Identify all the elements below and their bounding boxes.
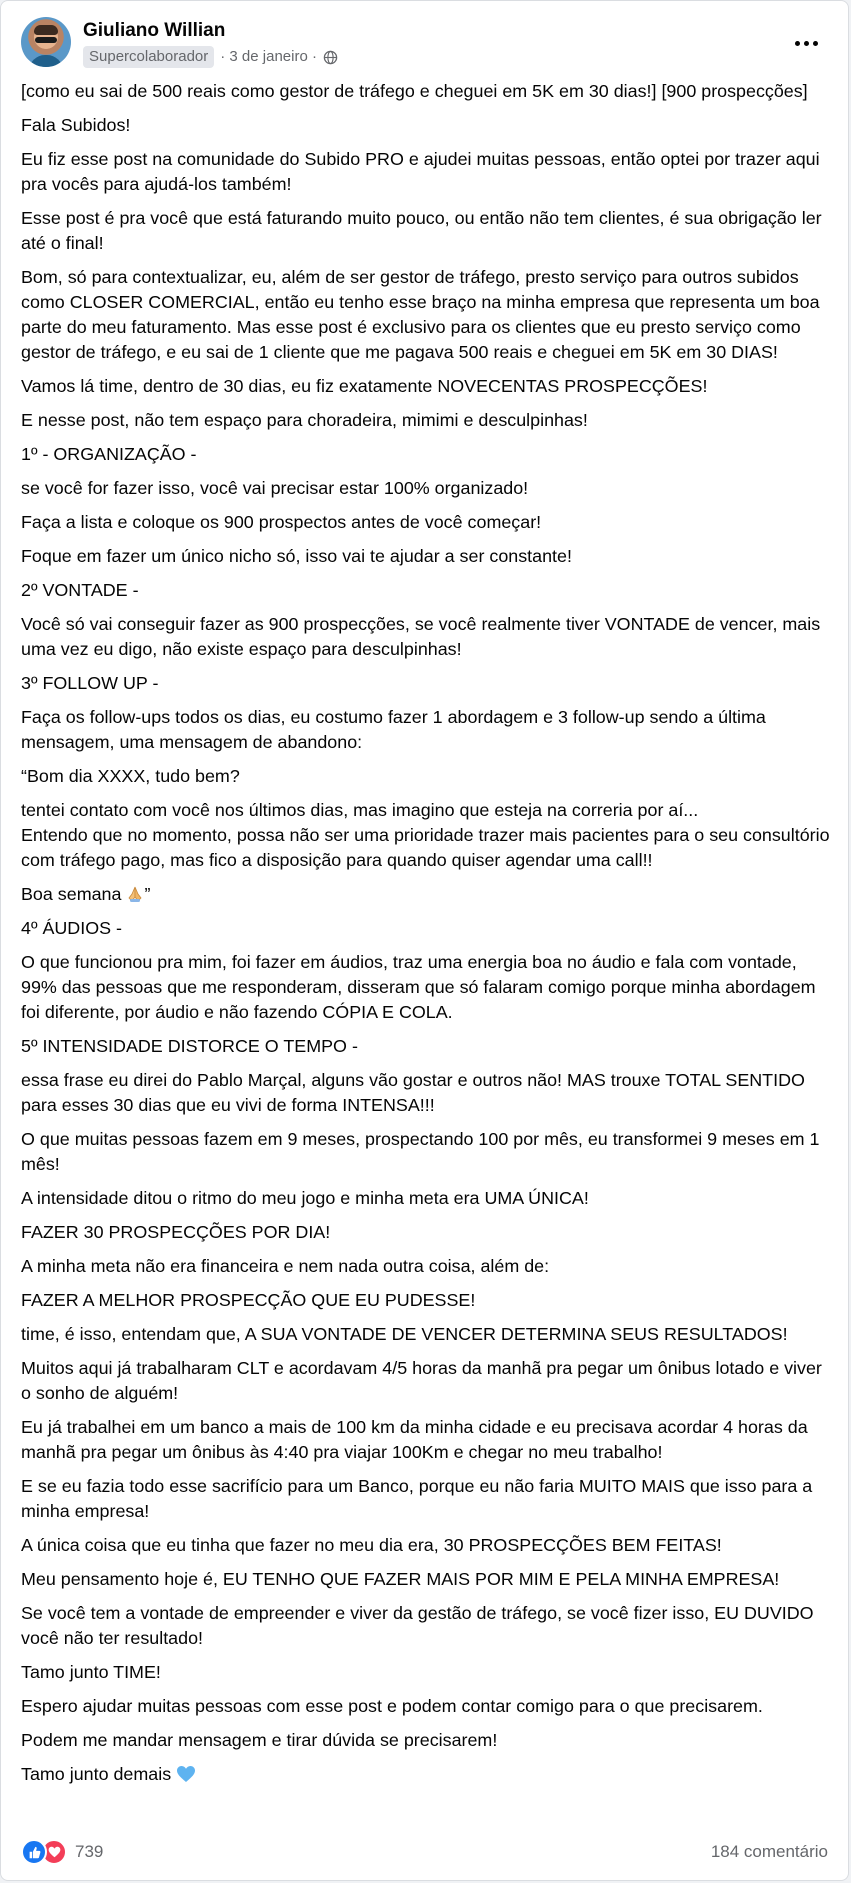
post-paragraph: essa frase eu direi do Pablo Marçal, alguns vão gostar e outros não! MAS trouxe TOTAL SENTIDO para esses 30 dias que eu vivi de forma INTENSA!!! xyxy=(21,1070,805,1115)
post-paragraph: 3º FOLLOW UP - xyxy=(21,673,159,693)
post-paragraph: Tamo junto TIME! xyxy=(21,1662,161,1682)
post-footer xyxy=(21,1837,828,1867)
post-paragraph: Esse post é pra você que está faturando muito pouco, ou então não tem clientes, é sua obrigação ler até o final! xyxy=(21,208,822,253)
avatar-shirt xyxy=(29,55,63,67)
reactions-summary[interactable] xyxy=(21,1837,103,1867)
post-date[interactable]: · 3 de janeiro · xyxy=(220,48,317,65)
avatar-glasses xyxy=(35,37,57,43)
post-paragraph: time, é isso, entendam que, A SUA VONTADE DE VENCER DETERMINA SEUS RESULTADOS! xyxy=(21,1324,788,1344)
post-paragraph: tentei contato com você nos últimos dias, mas imagino que esteja na correria por aí... Entendo que no momento, possa não ser uma prioridade trazer mais pacientes para o seu consultório com tráfego pago, mas fico a disposição para quando quiser agendar uma call!! xyxy=(21,800,830,870)
post-paragraphs-bottom xyxy=(21,916,831,1753)
post-paragraph: FAZER A MELHOR PROSPECÇÃO QUE EU PUDESSE! xyxy=(21,1290,476,1310)
post-paragraph: A única coisa que eu tinha que fazer no meu dia era, 30 PROSPECÇÕES BEM FEITAS! xyxy=(21,1535,722,1555)
post-paragraph: 1º - ORGANIZAÇÃO - xyxy=(21,444,197,464)
post-paragraph: O que funcionou pra mim, foi fazer em áudios, traz uma energia boa no áudio e fala com vontade, 99% das pessoas que me responderam, disseram que só falaram comigo porque minha abordagem foi diferente, por áudio e não fazendo CÓPIA E COLA. xyxy=(21,952,816,1022)
globe-icon[interactable] xyxy=(323,50,338,65)
post-header xyxy=(21,17,828,69)
post-paragraph: E nesse post, não tem espaço para choradeira, mimimi e desculpinhas! xyxy=(21,410,588,430)
reaction-count[interactable]: 739 xyxy=(75,1842,104,1861)
avatar-hair xyxy=(34,25,58,35)
post-paragraph: E se eu fazia todo esse sacrifício para um Banco, porque eu não faria MUITO MAIS que isso para a minha empresa! xyxy=(21,1476,813,1521)
boa-semana-quote: ” xyxy=(144,884,151,904)
post-paragraph: A minha meta não era financeira e nem nada outra coisa, além de: xyxy=(21,1256,550,1276)
post-paragraph: Muitos aqui já trabalharam CLT e acordavam 4/5 horas da manhã pra pegar um ônibus lotado e viver o sonho de alguém! xyxy=(21,1358,822,1403)
more-options-icon xyxy=(795,41,818,46)
post-paragraph: Vamos lá time, dentro de 30 dias, eu fiz exatamente NOVECENTAS PROSPECÇÕES! xyxy=(21,376,708,396)
post-paragraph: Faça os follow-ups todos os dias, eu costumo fazer 1 abordagem e 3 follow-up sendo a última mensagem, uma mensagem de abandono: xyxy=(21,707,766,752)
post-paragraph: Se você tem a vontade de empreender e viver da gestão de tráfego, se você fizer isso, EU DUVIDO você não ter resultado! xyxy=(21,1603,814,1648)
post-paragraph: Você só vai conseguir fazer as 900 prospecções, se você realmente tiver VONTADE de vencer, mais uma vez eu digo, não existe espaço para desculpinhas! xyxy=(21,614,821,659)
post-paragraph: Podem me mandar mensagem e tirar dúvida se precisarem! xyxy=(21,1730,498,1750)
post-paragraph: Faça a lista e coloque os 900 prospectos antes de você começar! xyxy=(21,512,542,532)
post-paragraph: [como eu sai de 500 reais como gestor de tráfego e cheguei em 5K em 30 dias!] [900 prospecções] xyxy=(21,81,808,101)
boa-semana-text: Boa semana xyxy=(21,884,122,904)
post-paragraph-closing xyxy=(21,1762,831,1787)
post-paragraph: Eu fiz esse post na comunidade do Subido PRO e ajudei muitas pessoas, então optei por trazer aqui pra vocês para ajudá-los também! xyxy=(21,149,820,194)
post-paragraph: O que muitas pessoas fazem em 9 meses, prospectando 100 por mês, eu transformei 9 meses em 1 mês! xyxy=(21,1129,820,1174)
post-paragraphs-top xyxy=(21,79,831,873)
post-paragraph: Espero ajudar muitas pessoas com esse post e podem contar comigo para o que precisarem. xyxy=(21,1696,763,1716)
folded-hands-emoji-icon xyxy=(126,885,144,903)
post-paragraph: FAZER 30 PROSPECÇÕES POR DIA! xyxy=(21,1222,331,1242)
post-paragraph: Meu pensamento hoje é, EU TENHO QUE FAZER MAIS POR MIM E PELA MINHA EMPRESA! xyxy=(21,1569,780,1589)
contributor-badge[interactable]: Supercolaborador xyxy=(83,46,214,68)
author-name[interactable]: Giuliano Willian xyxy=(83,20,226,41)
post-body xyxy=(21,79,831,1796)
post-paragraph: Fala Subidos! xyxy=(21,115,131,135)
more-options-button[interactable] xyxy=(788,25,824,61)
post-paragraph-boa-semana xyxy=(21,882,831,907)
post-paragraph: “Bom dia XXXX, tudo bem? xyxy=(21,766,240,786)
post-paragraph: 4º ÁUDIOS - xyxy=(21,918,122,938)
blue-heart-emoji-icon xyxy=(176,1765,196,1783)
author-avatar[interactable] xyxy=(21,17,71,67)
post-paragraph: 5º INTENSIDADE DISTORCE O TEMPO - xyxy=(21,1036,358,1056)
post-paragraph: A intensidade ditou o ritmo do meu jogo e minha meta era UMA ÚNICA! xyxy=(21,1188,589,1208)
post-paragraph: Bom, só para contextualizar, eu, além de ser gestor de tráfego, presto serviço para outros subidos como CLOSER COMERCIAL, então eu tenho esse braço na minha empresa que representa um boa parte do meu faturamento. Mas esse post é exclusivo para os clientes que eu presto serviço como gestor de tráfego, e eu sai de 1 cliente que me pagava 500 reais e cheguei em 5K em 30 DIAS! xyxy=(21,267,820,362)
post-paragraph: 2º VONTADE - xyxy=(21,580,139,600)
closing-text: Tamo junto demais xyxy=(21,1764,172,1784)
like-icon xyxy=(21,1839,47,1865)
post-paragraph: se você for fazer isso, você vai precisar estar 100% organizado! xyxy=(21,478,529,498)
post-paragraph: Eu já trabalhei em um banco a mais de 100 km da minha cidade e eu precisava acordar 4 horas da manhã pra pegar um ônibus às 4:40 pra viajar 100Km e chegar no meu trabalho! xyxy=(21,1417,808,1462)
comments-count-link[interactable]: 184 comentário xyxy=(710,1842,828,1861)
post-meta xyxy=(83,45,338,69)
post-paragraph: Foque em fazer um único nicho só, isso vai te ajudar a ser constante! xyxy=(21,546,572,566)
